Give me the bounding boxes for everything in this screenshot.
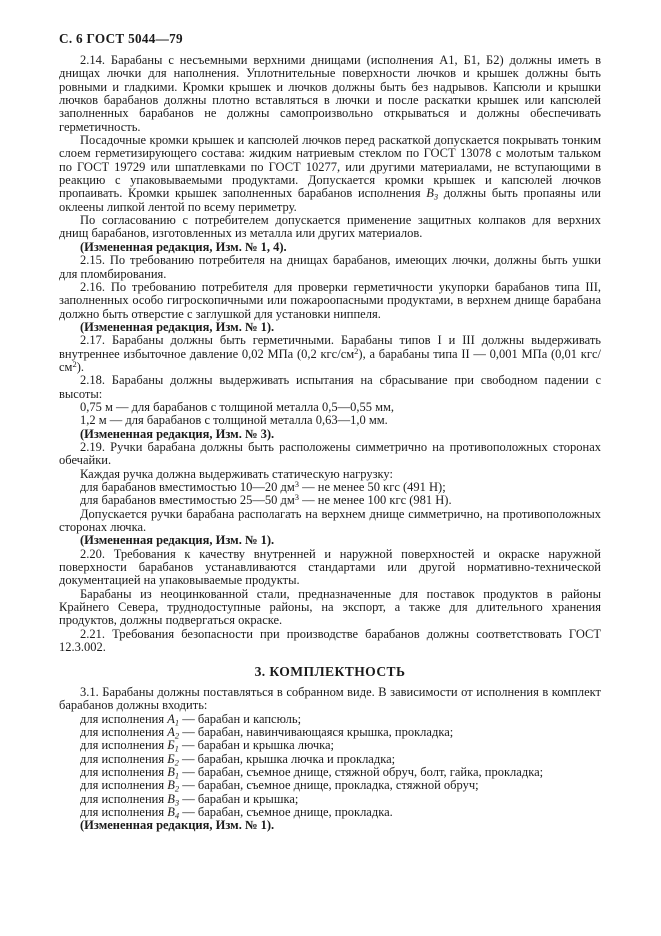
para-2-14: 2.14. Барабаны с несъемными верхними днищами (исполнения А1, Б1, Б2) должны иметь в днищах лючки для наполнения. Уплотнительные поверхности лючков и крышек должны быть ровными и гладкими. Кромки крышек и лючков должны быть без надрывов. Капсюли и крышки лючков барабанов должны плотно вставляться в лючки и после раскатки крышек или капсюлей заполненных барабанов не должны самопроизвольно открываться и должны обеспечивать герметичность. bbox=[59, 53, 601, 134]
revision-note-1c: (Измененная редакция, Изм. № 1). bbox=[80, 818, 275, 833]
subscript: 1 bbox=[174, 770, 180, 781]
designation-letter bbox=[426, 186, 438, 200]
kit-item bbox=[59, 806, 601, 819]
text-run: — барабан, съемное днище, прокладка. bbox=[179, 804, 393, 819]
text-run: для исполнения bbox=[80, 791, 168, 806]
text-run: для барабанов вместимостью 25—50 дм bbox=[80, 493, 295, 508]
text-run: — барабан, съемное днище, прокладка, стяжной обруч; bbox=[179, 778, 479, 793]
text-run: должны быть пропаяны или оклеены липкой лентой по всему периметру. bbox=[59, 186, 601, 214]
text-run: — не менее 100 кгс (981 Н). bbox=[299, 493, 452, 508]
superscript: 3 bbox=[294, 492, 300, 503]
revision-note-3: (Измененная редакция, Изм. № 3). bbox=[80, 426, 275, 441]
revision-note-1a: (Измененная редакция, Изм. № 1). bbox=[80, 319, 275, 334]
designation-letter bbox=[167, 738, 179, 752]
para-handle-load-intro: Каждая ручка должна выдерживать статическую нагрузку: bbox=[80, 466, 393, 481]
subscript: 3 bbox=[174, 797, 180, 808]
kit-item bbox=[59, 753, 601, 766]
page-header: С. 6 ГОСТ 5044—79 bbox=[59, 31, 183, 46]
designation-letter bbox=[167, 792, 179, 806]
designation-letter bbox=[167, 765, 179, 779]
superscript: 2 bbox=[72, 358, 77, 369]
designation-letter-text: В bbox=[167, 804, 175, 819]
text-run: — барабан, навинчивающаяся крышка, прокладка; bbox=[179, 724, 454, 739]
text-run: для исполнения bbox=[80, 764, 168, 779]
text-run: 2.17. Барабаны должны быть герметичными. Барабаны типов I и III должны выдерживать внутреннее избыточное давление 0,02 МПа (0,2 кгс/см bbox=[59, 333, 601, 361]
para-protective-caps: По согласованию с потребителем допускается применение защитных колпаков для верхних днищ барабанов, изготовленных из металла или других материалов. bbox=[59, 213, 601, 241]
revision-note-1-4: (Измененная редакция, Изм. № 1, 4). bbox=[80, 239, 287, 254]
text-run: — барабан и крышка лючка; bbox=[178, 738, 335, 753]
kit-item bbox=[59, 766, 601, 779]
handle-load-item bbox=[59, 494, 601, 507]
text-run: для исполнения bbox=[80, 804, 168, 819]
para-handle-placement: Допускается ручки барабана располагать на верхнем днище симметрично, на противоположных сторонах лючка. bbox=[59, 506, 601, 535]
designation-letter bbox=[167, 752, 179, 766]
text-run: для исполнения bbox=[80, 751, 168, 766]
text-run: для исполнения bbox=[80, 778, 168, 793]
para-3-1: 3.1. Барабаны должны поставляться в собранном виде. В зависимости от исполнения в комплект барабанов должны входить: bbox=[59, 684, 601, 713]
kit-item bbox=[59, 713, 601, 726]
para-2-19: 2.19. Ручки барабана должны быть расположены симметрично на противоположных сторонах обечайки. bbox=[59, 439, 601, 468]
designation-letter-text: А bbox=[167, 724, 175, 739]
kit-item bbox=[59, 793, 601, 806]
designation-letter-text: Б bbox=[167, 751, 175, 766]
subscript: 2 bbox=[174, 757, 179, 768]
designation-letter-text: В bbox=[167, 778, 175, 793]
revision-note-1b: (Измененная редакция, Изм. № 1). bbox=[80, 533, 275, 548]
text-run: для барабанов вместимостью 10—20 дм bbox=[80, 480, 295, 494]
para-2-17 bbox=[59, 334, 601, 374]
para-painting: Барабаны из неоцинкованной стали, предназначенные для поставок продуктов в районы Крайнего Севера, труднодоступные районы, на экспорт, а также для длительного хранения продуктов, должны подвергаться окраске. bbox=[59, 586, 601, 628]
subscript: 4 bbox=[174, 810, 180, 821]
section-3-title: 3. КОМПЛЕКТНОСТЬ bbox=[254, 664, 406, 680]
text-run: — барабан, крышка лючка и прокладка; bbox=[178, 751, 396, 766]
designation-letter bbox=[167, 712, 179, 726]
text-run: ). bbox=[76, 359, 85, 374]
designation-letter-text: В bbox=[167, 764, 175, 779]
para-2-20: 2.20. Требования к качеству внутренней и наружной поверхностей и окраске наружной поверхности барабанов устанавливаются стандартами или другой нормативно-технической документацией на упаковываемые продукты. bbox=[59, 546, 601, 588]
designation-letter-text: В bbox=[167, 791, 175, 806]
text-run: ), а барабаны типа II — 0,001 МПа (0,01 кгс/см bbox=[59, 346, 602, 374]
drop-height-item: 0,75 м — для барабанов с толщиной металла 0,5—0,55 мм, bbox=[80, 399, 395, 414]
para-2-16: 2.16. По требованию потребителя для проверки герметичности укупорки барабанов типа III, заполненных особо гигроскопичными или пожароопасными продуктами, в верхнем днище барабана должно быть отверстие с заглушкой для установки ниппеля. bbox=[59, 279, 601, 321]
text-run: для исполнения bbox=[80, 738, 168, 753]
text-run: — барабан и капсюль; bbox=[179, 711, 302, 726]
para-2-15: 2.15. По требованию потребителя на днищах барабанов, имеющих лючки, должны быть ушки для пломбирования. bbox=[59, 253, 601, 281]
kit-item bbox=[59, 739, 601, 752]
designation-letter bbox=[167, 805, 179, 819]
designation-letter-text: В bbox=[426, 186, 434, 201]
text-run: для исполнения bbox=[80, 711, 168, 726]
subscript: 1 bbox=[174, 717, 180, 727]
text-run: для исполнения bbox=[80, 724, 168, 739]
kit-item bbox=[59, 726, 601, 739]
subscript: 2 bbox=[174, 730, 180, 741]
text-run: — не менее 50 кгс (491 Н); bbox=[299, 480, 446, 494]
designation-letter-text: А bbox=[167, 711, 175, 726]
subscript: 2 bbox=[174, 783, 180, 794]
kit-item bbox=[59, 779, 601, 792]
para-2-21: 2.21. Требования безопасности при производстве барабанов должны соответствовать ГОСТ 12.3.002. bbox=[59, 626, 601, 655]
drop-height-item: 1,2 м — для барабанов с толщиной металла 0,63—1,0 мм. bbox=[80, 413, 388, 428]
text-run: Посадочные кромки крышек и капсюлей лючков перед раскаткой допускается покрывать тонким слоем герметизирующего состава: жидким натриевым стеклом по ГОСТ 13078 с молотым тальком по ГОСТ 19729 или шпатлевками по ГОСТ 10277, или другими материалами, не вступающими в реакцию с упаковываемыми продуктами. Допускается кромки крышек и капсюлей лючков пропаивать. Кромки крышек заполненных барабанов исполнения bbox=[59, 133, 601, 201]
subscript: 3 bbox=[433, 191, 439, 202]
designation-letter-text: Б bbox=[167, 738, 175, 753]
para-seating-edges bbox=[59, 134, 601, 214]
designation-letter bbox=[167, 778, 179, 792]
text-run: — барабан и крышка; bbox=[179, 791, 299, 806]
text-run: — барабан, съемное днище, стяжной обруч, болт, гайка, прокладка; bbox=[179, 764, 544, 779]
subscript: 1 bbox=[174, 743, 179, 754]
document-body bbox=[59, 54, 601, 833]
superscript: 3 bbox=[294, 479, 300, 489]
superscript: 2 bbox=[354, 345, 359, 356]
designation-letter bbox=[167, 725, 179, 739]
para-2-18: 2.18. Барабаны должны выдерживать испытания на сбрасывание при свободном падении с высоты: bbox=[59, 373, 601, 401]
